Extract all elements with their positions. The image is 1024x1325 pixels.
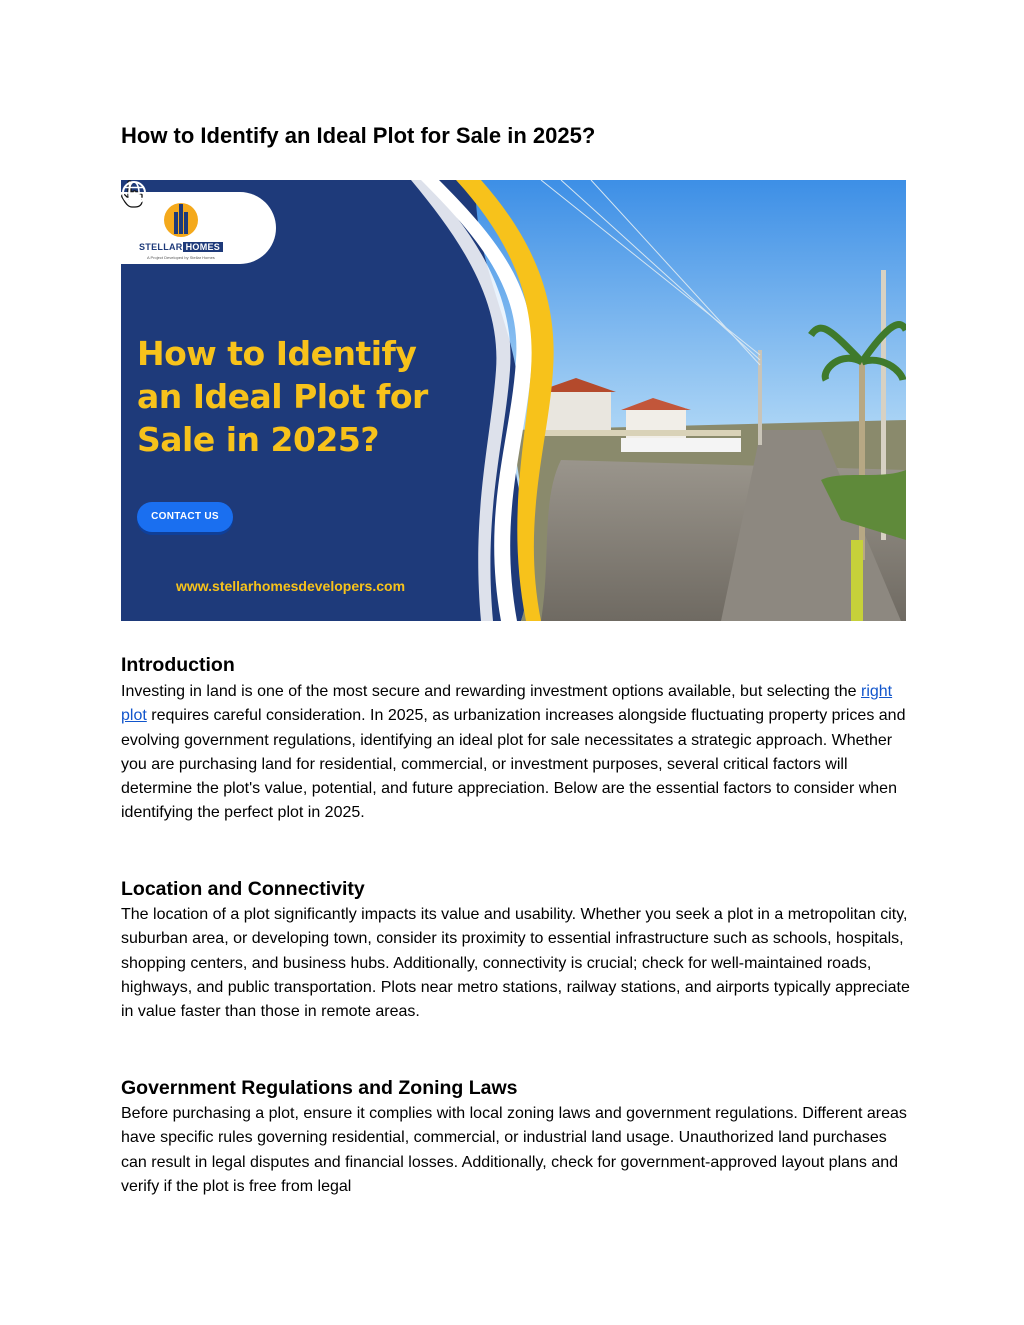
section-heading-introduction: Introduction	[121, 654, 235, 676]
website-url[interactable]: www.stellarhomesdevelopers.com	[176, 578, 406, 594]
hero-banner	[121, 180, 906, 621]
logo-mark-icon	[159, 198, 203, 242]
brand-name	[139, 242, 223, 252]
page-title: How to Identify an Ideal Plot for Sale in 2025?	[121, 123, 596, 148]
banner-headline: How to Identify an Ideal Plot for Sale in 2025?	[137, 334, 428, 459]
globe-icon	[121, 180, 147, 206]
contact-us-button[interactable]: CONTACT US	[137, 502, 233, 532]
section-heading-regulations: Government Regulations and Zoning Laws	[121, 1077, 518, 1099]
brand-name-part1: STELLAR	[139, 242, 183, 252]
regulations-paragraph: Before purchasing a plot, ensure it complies with local zoning laws and government regulations. Different areas have specific rules governing residential, commercial, or industrial land usage. Unauthorized land purchases can result in legal disputes and financial losses. Additionally, check for government-approved layout plans and verify if the plot is free from legal	[121, 1105, 907, 1195]
intro-text-end: requires careful consideration. In 2025, as urbanization increases alongside fluctuating property prices and evolving government regulations, identifying an ideal plot for sale necessitates a strategic approach. Whether you are purchasing land for residential, commercial, or investment purposes, several critical factors will determine the plot's value, potential, and future appreciation. Below are the essential factors to consider when identifying the perfect plot in 2025.	[121, 707, 906, 822]
brand-tagline: A Project Developed by Stellar Homes	[147, 255, 215, 260]
intro-text-start: Investing in land is one of the most secure and rewarding investment options available, but selecting the	[121, 683, 861, 700]
right-plot-link[interactable]: right plot	[121, 683, 893, 725]
introduction-paragraph	[121, 680, 911, 826]
section-heading-location: Location and Connectivity	[121, 878, 365, 900]
brand-name-part2: HOMES	[183, 242, 224, 252]
location-paragraph: The location of a plot significantly impacts its value and usability. Whether you seek a plot in a metropolitan city, suburban area, or developing town, consider its proximity to essential infrastructure such as schools, hospitals, shopping centers, and business hubs. Additionally, connectivity is crucial; check for well-maintained roads, highways, and public transportation. Plots near metro stations, railway stations, and airports typically appreciate in value faster than those in remote areas.	[121, 906, 910, 1021]
